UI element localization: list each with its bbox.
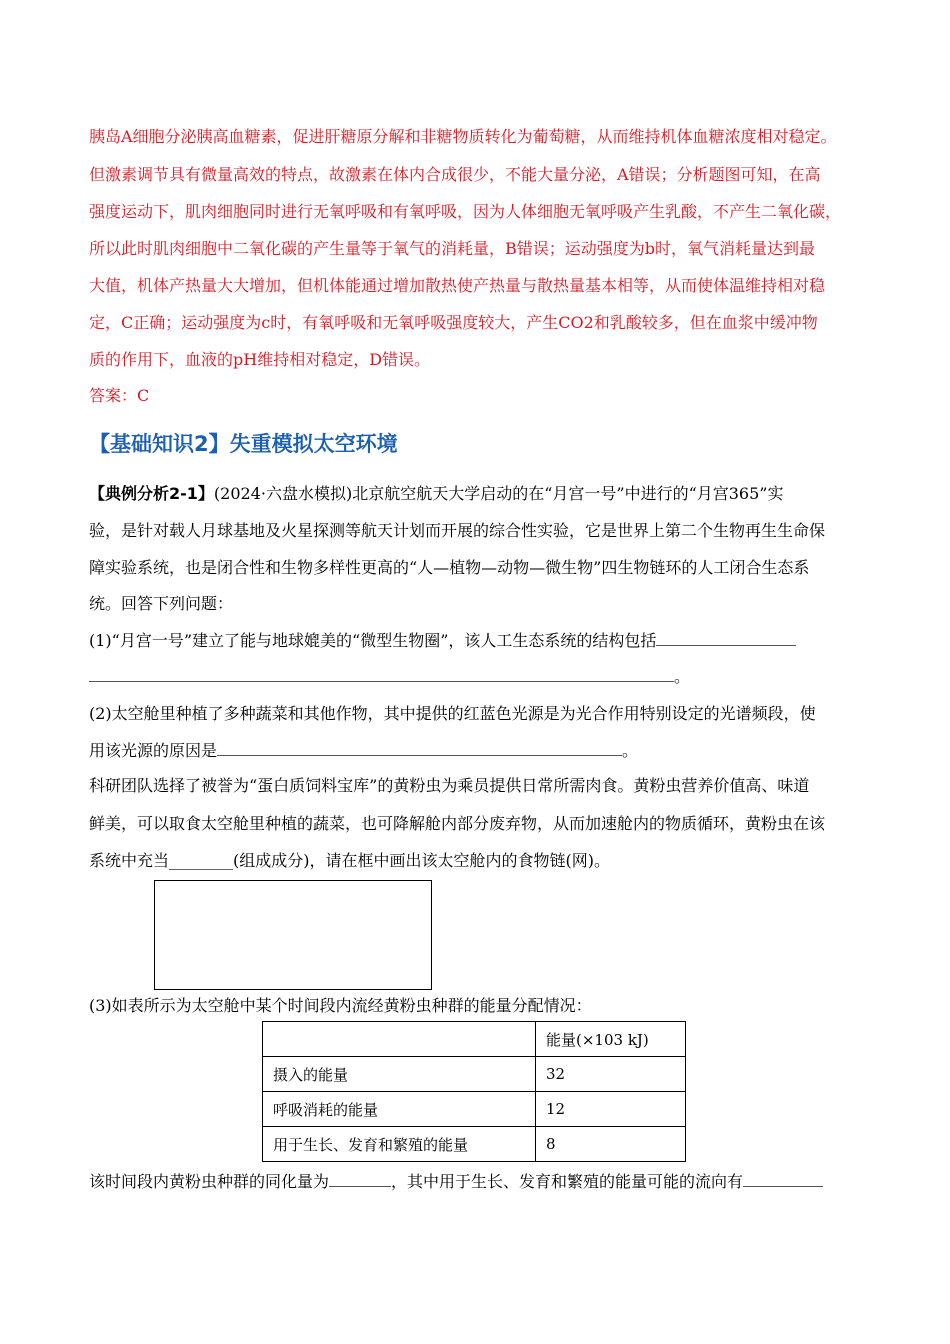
answer-blank[interactable]: [329, 1172, 391, 1187]
question-3-after: [89, 1172, 823, 1192]
table-cell: [263, 1022, 536, 1057]
section-heading: 【基础知识2】失重模拟太空环境: [89, 432, 398, 456]
example-intro-first: [89, 484, 783, 504]
question-2-end: 。: [622, 741, 639, 760]
question-3: (3)如表所示为太空舱中某个时间段内流经黄粉虫种群的能量分配情况：: [89, 996, 592, 1015]
question-2-line: 鲜美，可以取食太空舱里种植的蔬菜，也可降解舱内部分废弃物，从而加速舱内的物质循环，黄粉虫在该: [89, 814, 826, 833]
table-cell: 8: [536, 1127, 686, 1162]
explanation-line: 胰岛A细胞分泌胰高血糖素，促进肝糖原分解和非糖物质转化为葡萄糖，从而维持机体血糖浓度相对稳定。: [89, 127, 837, 146]
answer-blank[interactable]: [656, 631, 796, 646]
question-2-line: [89, 851, 610, 871]
question-1-text: (1)“月宫一号”建立了能与地球媲美的“微型生物圈”，该人工生态系统的结构包括: [89, 631, 657, 650]
answer-line: 答案：C: [89, 386, 150, 405]
question-3-text: 该时间段内黄粉虫种群的同化量为: [89, 1172, 330, 1191]
table-cell: 32: [536, 1057, 686, 1092]
question-2-text: 用该光源的原因是: [89, 741, 218, 760]
answer-blank-underscores[interactable]: ________: [169, 851, 234, 870]
explanation-line: 强度运动下，肌肉细胞同时进行无氧呼吸和有氧呼吸，因为人体细胞无氧呼吸产生乳酸，不产生二氧化碳，: [89, 202, 842, 221]
table-cell: 用于生长、发育和繁殖的能量: [263, 1127, 536, 1162]
table-row: [263, 1057, 686, 1092]
example-intro-line: 统。回答下列问题：: [89, 594, 234, 613]
explanation-line: 所以此时肌肉细胞中二氧化碳的产生量等于氧气的消耗量，B错误；运动强度为b时，氧气消耗量达到最: [89, 239, 816, 258]
question-3-text: ，其中用于生长、发育和繁殖的能量可能的流向有: [391, 1172, 744, 1191]
food-web-drawing-box[interactable]: [154, 880, 432, 990]
table-cell: 摄入的能量: [263, 1057, 536, 1092]
example-label: 【典例分析2-1】: [89, 484, 214, 503]
table-row: [263, 1127, 686, 1162]
energy-table: [262, 1021, 686, 1162]
answer-blank[interactable]: [743, 1172, 823, 1187]
question-2-text: (组成成分)，请在框中画出该太空舱内的食物链(网)。: [233, 851, 610, 870]
explanation-line: 质的作用下，血液的pH维持相对稳定，D错误。: [89, 350, 431, 369]
example-intro-line: 验，是针对载人月球基地及火星探测等航天计划而开展的综合性实验，它是世界上第二个生物再生生命保: [89, 521, 826, 540]
question-1-end: 。: [674, 667, 691, 686]
answer-blank[interactable]: [89, 667, 674, 682]
question-2-text: 系统中充当: [89, 851, 170, 870]
table-row: [263, 1022, 686, 1057]
example-intro-line: 障实验系统，也是闭合性和生物多样性更高的“人—植物—动物—微生物”四生物链环的人工闭合生态系: [89, 558, 810, 577]
explanation-line: 大值，机体产热量大大增加，但机体能通过增加散热使产热量与散热量基本相等，从而使体温维持相对稳: [89, 276, 826, 295]
question-1-cont: [89, 667, 690, 687]
question-1: [89, 631, 796, 651]
example-intro-text: (2024·六盘水模拟)北京航空航天大学启动的在“月宫一号”中进行的“月宫365”实: [213, 484, 784, 503]
question-2-line: [89, 741, 638, 761]
question-2-line: 科研团队选择了被誉为“蛋白质饲料宝库”的黄粉虫为乘员提供日常所需肉食。黄粉虫营养价值高、味道: [89, 776, 810, 795]
table-header-energy: 能量(×103 kJ): [536, 1022, 686, 1057]
explanation-line: 但激素调节具有微量高效的特点，故激素在体内合成很少，不能大量分泌，A错误；分析题图可知，在高: [89, 165, 821, 184]
explanation-line: 定，C正确；运动强度为c时，有氧呼吸和无氧呼吸强度较大，产生CO2和乳酸较多，但在血浆中缓冲物: [89, 313, 818, 332]
table-cell: 呼吸消耗的能量: [263, 1092, 536, 1127]
table-cell: 12: [536, 1092, 686, 1127]
table-row: [263, 1092, 686, 1127]
answer-blank[interactable]: [217, 741, 622, 756]
question-2-line: (2)太空舱里种植了多种蔬菜和其他作物，其中提供的红蓝色光源是为光合作用特别设定的光谱频段，使: [89, 704, 816, 723]
